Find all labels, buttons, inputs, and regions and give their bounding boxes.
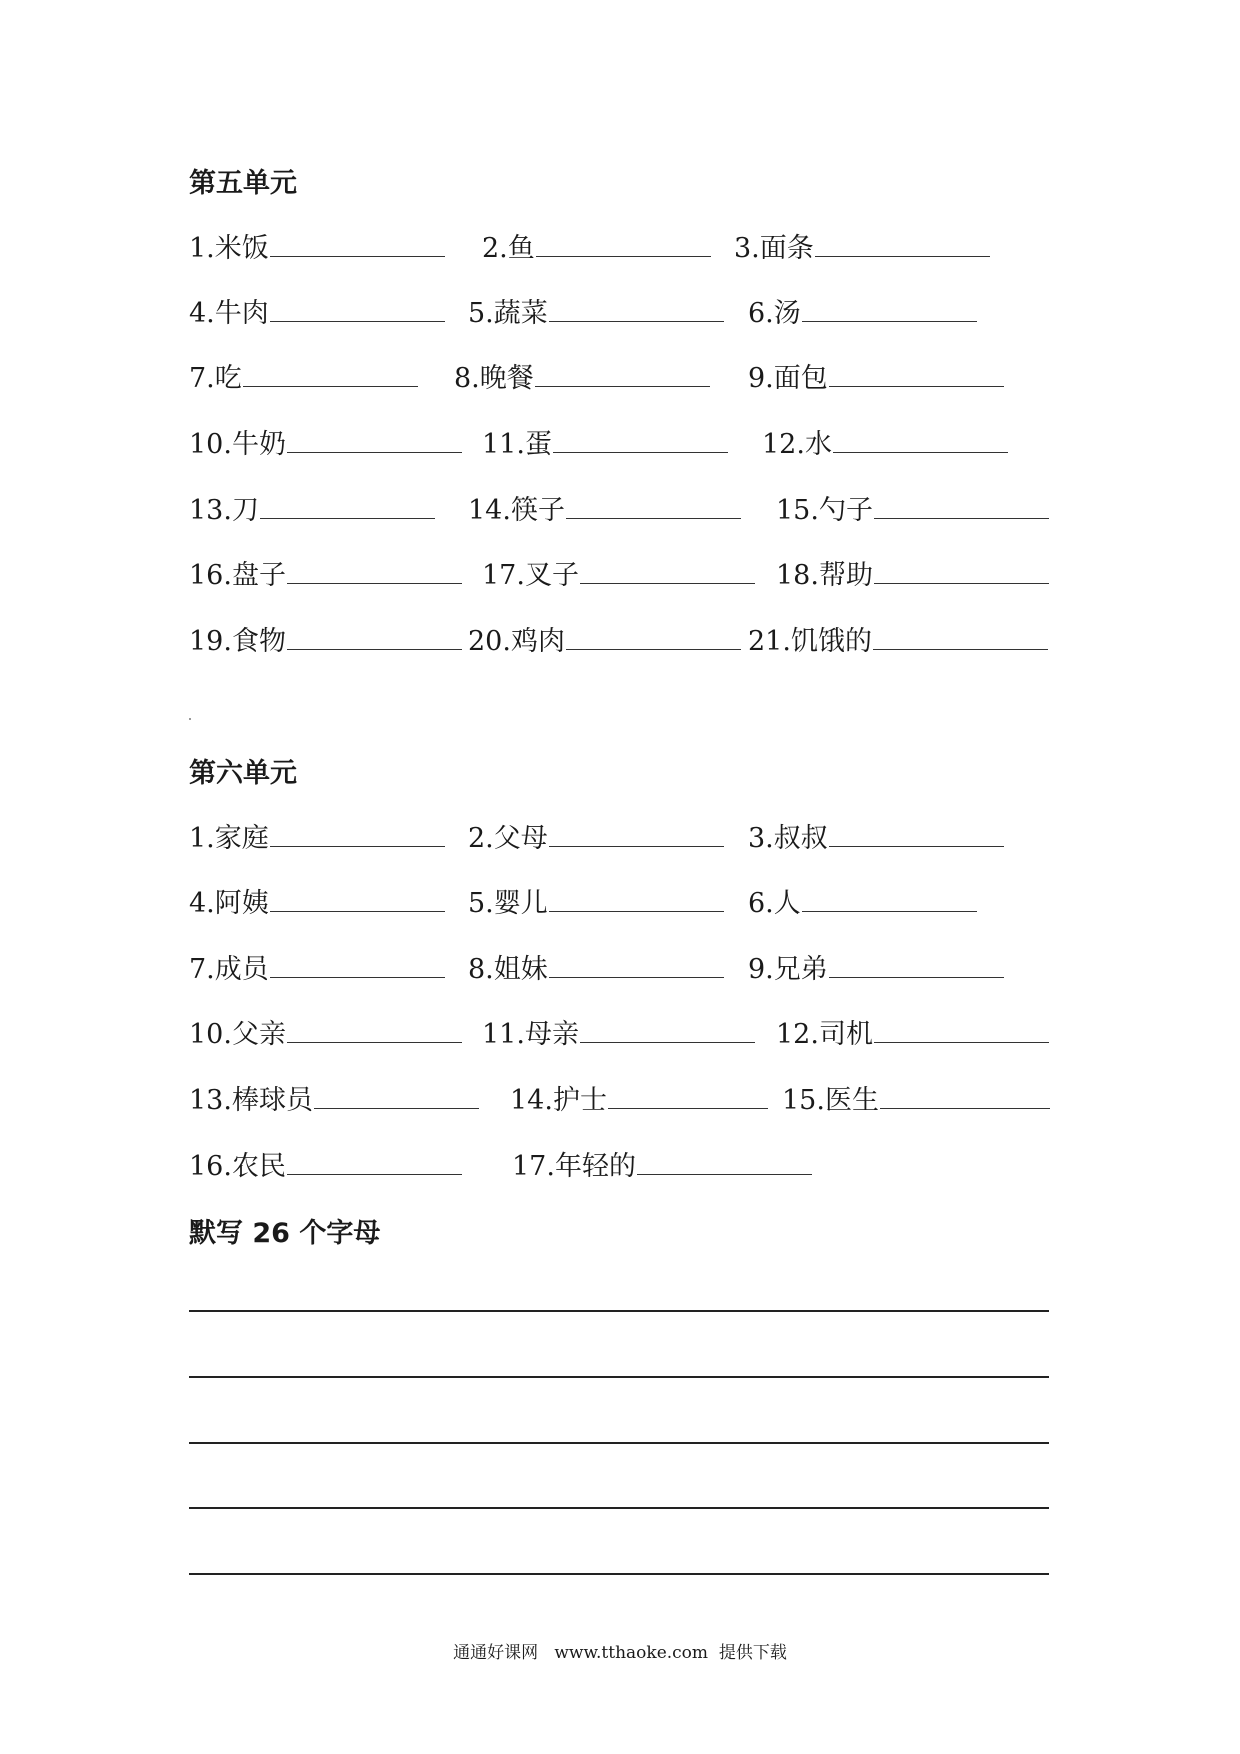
answer-blank[interactable] (287, 1150, 462, 1175)
item-label: 17.叉子 (482, 560, 579, 591)
answer-blank[interactable] (549, 887, 724, 912)
answer-blank[interactable] (566, 625, 741, 650)
answer-blank[interactable] (549, 297, 724, 322)
answer-blank[interactable] (829, 362, 1004, 387)
unit5-item (468, 494, 741, 527)
item-label: 11.蛋 (482, 429, 552, 460)
answer-blank[interactable] (873, 625, 1048, 650)
unit5-item (454, 362, 710, 395)
unit6-item (189, 1084, 479, 1117)
item-label: 14.护士 (510, 1085, 607, 1116)
answer-blank[interactable] (829, 822, 1004, 847)
item-label: 17.年轻的 (512, 1151, 636, 1182)
answer-blank[interactable] (880, 1084, 1050, 1109)
item-label: 4.阿姨 (189, 888, 269, 919)
item-label: 12.司机 (776, 1019, 873, 1050)
unit5-title: 第五单元 (189, 168, 297, 199)
item-label: 12.水 (762, 429, 832, 460)
item-label: 15.勺子 (776, 495, 873, 526)
unit6-item (468, 822, 724, 855)
item-label: 15.医生 (782, 1085, 879, 1116)
item-label: 20.鸡肉 (468, 626, 565, 657)
writing-line[interactable] (189, 1442, 1049, 1444)
unit5-item (748, 625, 1048, 658)
answer-blank[interactable] (553, 428, 728, 453)
item-label: 8.姐妹 (468, 954, 548, 985)
unit6-item (776, 1018, 1049, 1051)
item-label: 14.筷子 (468, 495, 565, 526)
item-label: 7.成员 (189, 954, 269, 985)
answer-blank[interactable] (260, 494, 435, 519)
unit5-item (776, 559, 1049, 592)
answer-blank[interactable] (566, 494, 741, 519)
unit5-item (762, 428, 1008, 461)
writing-line[interactable] (189, 1310, 1049, 1312)
item-label: 5.婴儿 (468, 888, 548, 919)
unit5-item (189, 559, 462, 592)
item-label: 9.面包 (748, 363, 828, 394)
unit5-item (189, 362, 418, 395)
item-label: 6.汤 (748, 298, 801, 329)
answer-blank[interactable] (287, 559, 462, 584)
item-label: 1.家庭 (189, 823, 269, 854)
unit6-item (510, 1084, 768, 1117)
unit5-item (189, 232, 445, 265)
answer-blank[interactable] (287, 428, 462, 453)
unit6-item (189, 1018, 462, 1051)
unit5-item (748, 297, 977, 330)
unit6-item (748, 822, 1004, 855)
unit5-item (189, 494, 435, 527)
item-label: 4.牛肉 (189, 298, 269, 329)
writing-line[interactable] (189, 1573, 1049, 1575)
alphabet-title: 默写 26 个字母 (189, 1218, 381, 1249)
item-label: 21.饥饿的 (748, 626, 872, 657)
answer-blank[interactable] (874, 1018, 1049, 1043)
answer-blank[interactable] (270, 822, 445, 847)
answer-blank[interactable] (287, 625, 462, 650)
answer-blank[interactable] (802, 887, 977, 912)
item-label: 7.吃 (189, 363, 242, 394)
answer-blank[interactable] (549, 822, 724, 847)
answer-blank[interactable] (270, 232, 445, 257)
unit6-item (189, 887, 445, 920)
answer-blank[interactable] (270, 297, 445, 322)
item-label: 10.牛奶 (189, 429, 286, 460)
unit6-item (748, 887, 977, 920)
answer-blank[interactable] (815, 232, 990, 257)
writing-line[interactable] (189, 1507, 1049, 1509)
unit6-item (468, 953, 724, 986)
answer-blank[interactable] (314, 1084, 479, 1109)
answer-blank[interactable] (802, 297, 977, 322)
unit6-item (468, 887, 724, 920)
item-label: 3.面条 (734, 233, 814, 264)
unit6-item (512, 1150, 812, 1183)
unit6-item (189, 1150, 462, 1183)
answer-blank[interactable] (243, 362, 418, 387)
unit5-item (189, 428, 462, 461)
answer-blank[interactable] (608, 1084, 768, 1109)
item-label: 3.叔叔 (748, 823, 828, 854)
item-label: 2.父母 (468, 823, 548, 854)
unit5-item (468, 297, 724, 330)
answer-blank[interactable] (829, 953, 1004, 978)
answer-blank[interactable] (874, 494, 1049, 519)
answer-blank[interactable] (833, 428, 1008, 453)
answer-blank[interactable] (536, 232, 711, 257)
unit6-item (189, 822, 445, 855)
item-label: 18.帮助 (776, 560, 873, 591)
answer-blank[interactable] (287, 1018, 462, 1043)
item-label: 11.母亲 (482, 1019, 579, 1050)
answer-blank[interactable] (549, 953, 724, 978)
unit5-item (776, 494, 1049, 527)
unit5-item (189, 625, 462, 658)
unit6-item (189, 953, 445, 986)
unit5-item (189, 297, 445, 330)
writing-line[interactable] (189, 1376, 1049, 1378)
item-label: 13.刀 (189, 495, 259, 526)
item-label: 16.盘子 (189, 560, 286, 591)
answer-blank[interactable] (270, 887, 445, 912)
unit5-item (482, 559, 755, 592)
unit5-item (734, 232, 990, 265)
item-label: 1.米饭 (189, 233, 269, 264)
answer-blank[interactable] (637, 1150, 812, 1175)
unit5-item (482, 428, 728, 461)
answer-blank[interactable] (874, 559, 1049, 584)
item-label: 16.农民 (189, 1151, 286, 1182)
unit5-item (468, 625, 741, 658)
item-label: 8.晚餐 (454, 363, 534, 394)
item-label: 13.棒球员 (189, 1085, 313, 1116)
unit5-item (748, 362, 1004, 395)
item-label: 2.鱼 (482, 233, 535, 264)
stray-mark (189, 718, 191, 720)
answer-blank[interactable] (270, 953, 445, 978)
item-label: 19.食物 (189, 626, 286, 657)
item-label: 6.人 (748, 888, 801, 919)
answer-blank[interactable] (535, 362, 710, 387)
item-label: 9.兄弟 (748, 954, 828, 985)
answer-blank[interactable] (580, 1018, 755, 1043)
footer-credit: 通通好课网 www.tthaoke.com 提供下载 (453, 1643, 787, 1663)
unit6-item (748, 953, 1004, 986)
unit5-item (482, 232, 711, 265)
unit6-item (482, 1018, 755, 1051)
unit6-title: 第六单元 (189, 758, 297, 789)
item-label: 10.父亲 (189, 1019, 286, 1050)
answer-blank[interactable] (580, 559, 755, 584)
item-label: 5.蔬菜 (468, 298, 548, 329)
unit6-item (782, 1084, 1050, 1117)
